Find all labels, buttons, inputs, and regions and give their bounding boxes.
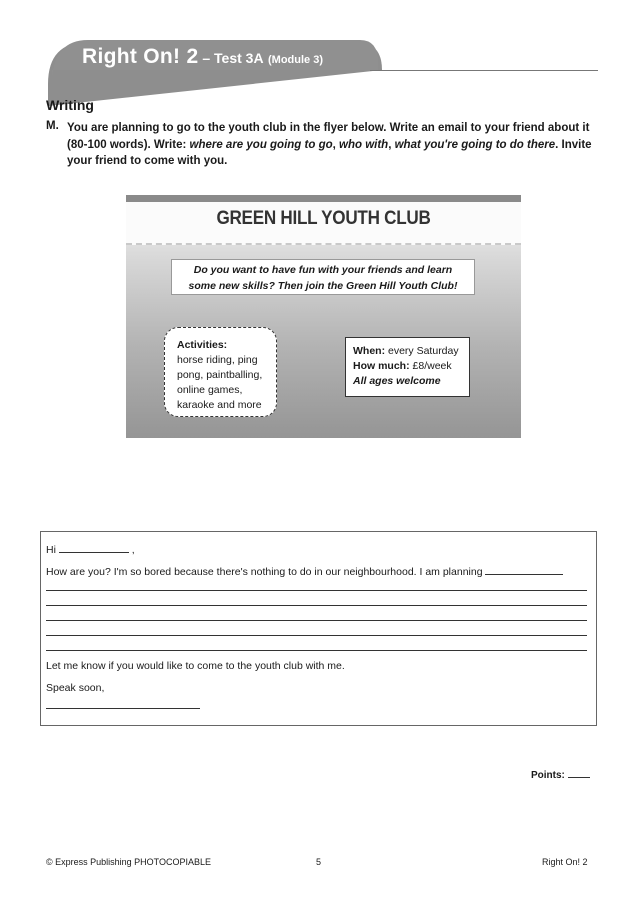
task-separator: , — [388, 138, 395, 151]
answer-line[interactable] — [46, 650, 587, 651]
friend-name-blank[interactable] — [59, 543, 129, 553]
header-rule — [370, 70, 598, 71]
activities-box — [164, 327, 277, 417]
price-line — [353, 359, 463, 374]
closing-line: Let me know if you would like to come to the youth club with me. — [46, 660, 345, 672]
section-heading: Writing — [46, 97, 94, 113]
task-instructions — [67, 120, 597, 170]
answer-line[interactable] — [46, 590, 587, 591]
schedule-info-box — [345, 337, 470, 397]
activity-line: pong, paintballing, — [177, 369, 263, 381]
when-value: every Saturday — [385, 345, 459, 357]
task-separator: , — [332, 138, 340, 151]
task-prompt-who: who with — [339, 138, 389, 151]
task-prompt-what: what you're going to do there — [394, 138, 556, 151]
flyer-intro-line: some new skills? Then join the Green Hill Youth Club! — [188, 280, 458, 292]
flyer-intro-line: Do you want to have fun with your friends and learn — [193, 264, 453, 276]
points-field — [531, 769, 590, 781]
activity-line: karaoke and more — [177, 399, 262, 411]
points-blank[interactable] — [568, 769, 590, 778]
when-line — [353, 344, 463, 359]
activity-line: horse riding, ping — [177, 354, 258, 366]
signature-line[interactable] — [46, 708, 200, 709]
task-text-2: . Invite your friend to come with you. — [67, 138, 592, 167]
module-label: (Module 3) — [268, 54, 324, 66]
activities-label: Activities: — [177, 339, 228, 351]
answer-line[interactable] — [46, 620, 587, 621]
greeting-line — [46, 543, 135, 556]
task-prompt-where: where are you going to go — [189, 138, 333, 151]
price-label: How much: — [353, 360, 410, 372]
opening-line — [46, 565, 563, 578]
points-label: Points: — [531, 770, 565, 781]
greeting-text: Hi — [46, 544, 56, 556]
ages-text: All ages welcome — [353, 375, 441, 387]
flyer-intro-box — [171, 259, 475, 295]
when-label: When: — [353, 345, 386, 357]
opening-text: How are you? I'm so bored because there's nothing to do in our neighbourhood. I am planning — [46, 566, 486, 578]
test-label: – Test 3A — [198, 50, 264, 66]
footer-page-number: 5 — [316, 857, 322, 867]
flyer-top-bar — [126, 195, 521, 202]
answer-line[interactable] — [46, 635, 587, 636]
task-letter: M. — [46, 120, 59, 132]
brand-name: Right On! 2 — [82, 45, 199, 68]
header-title — [82, 45, 323, 69]
footer-book-title: Right On! 2 — [542, 857, 588, 867]
greeting-comma: , — [128, 544, 135, 556]
signoff-line: Speak soon, — [46, 682, 105, 694]
price-value: £8/week — [409, 360, 452, 372]
task-text-1: You are planning to go to the youth club in the flyer below. Write an email to your friend about it (80-100 words). Write: — [67, 122, 590, 151]
answer-blank[interactable] — [485, 565, 563, 575]
footer-copyright: © Express Publishing PHOTOCOPIABLE — [46, 857, 212, 867]
email-answer-box — [40, 531, 597, 726]
activity-line: online games, — [177, 384, 243, 396]
flyer-title: GREEN HILL YOUTH CLUB — [216, 208, 431, 229]
answer-line[interactable] — [46, 605, 587, 606]
